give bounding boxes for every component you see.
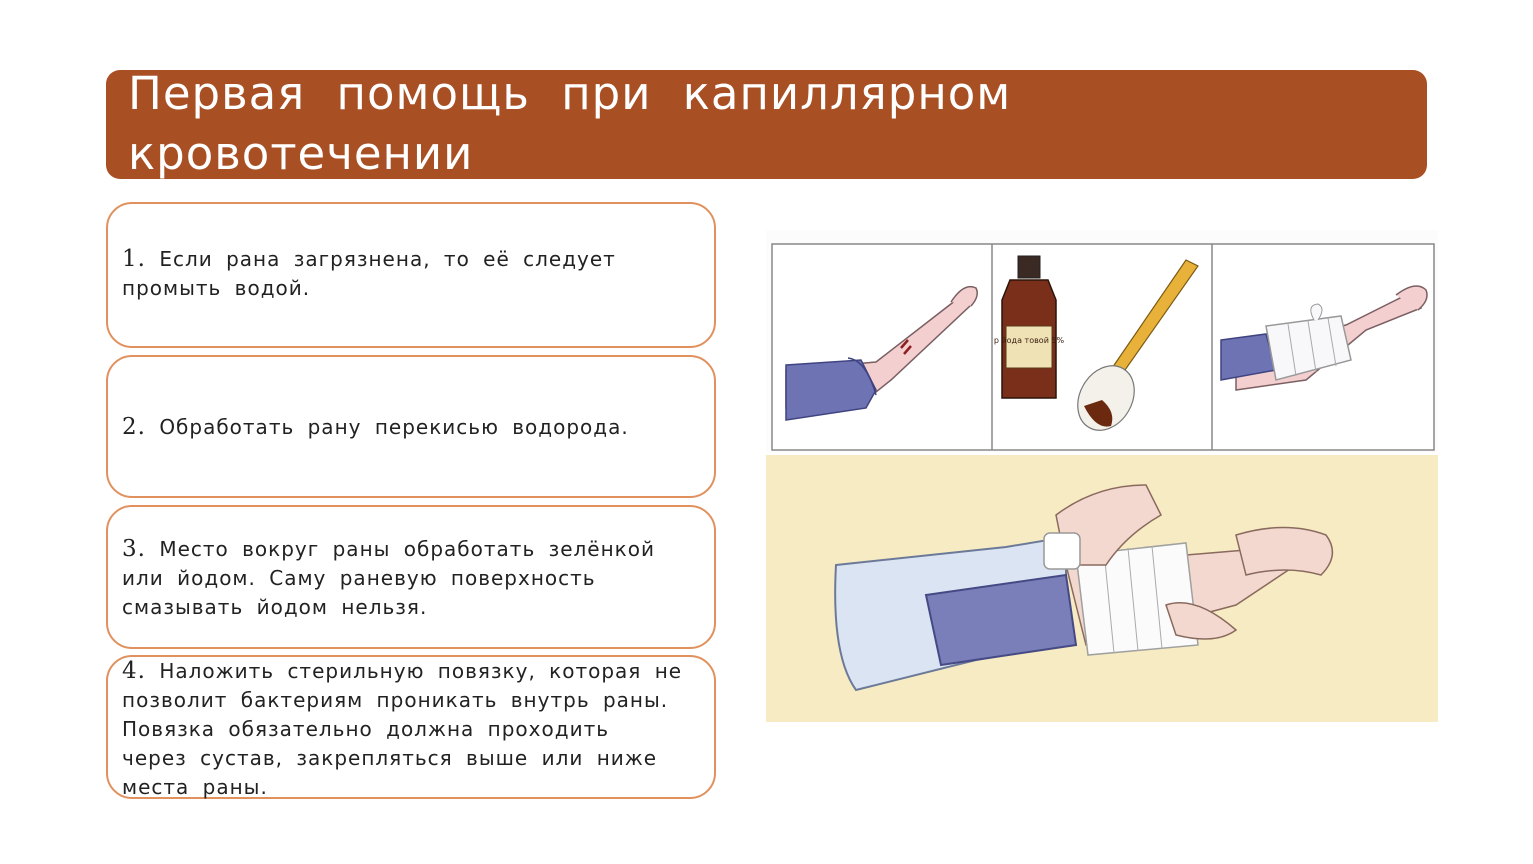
step-3-text: 3. Место вокруг раны обработать зелёнкой или йодом. Саму раневую поверхность смазывать йодом нельзя. [122, 536, 655, 619]
bottle-label: р йода товой 5% [993, 336, 1065, 345]
illustration-bottom [766, 455, 1438, 722]
slide-title: Первая помощь при капиллярном кровотечении [128, 67, 1012, 180]
step-2-box [106, 355, 716, 498]
step-4-box [106, 655, 716, 799]
step-1-box [106, 202, 716, 348]
illustration-top-svg [766, 230, 1438, 452]
step-4-text: 4. Наложить стерильную повязку, которая не позволит бактериям проникать внутрь раны. Повязка обязательно должна проходить через сустав, закрепляться выше или ниже места раны. [122, 658, 683, 799]
step-3-box [106, 505, 716, 649]
step-1-text: 1. Если рана загрязнена, то её следует промыть водой. [122, 246, 616, 300]
step-2-text: 2. Обработать рану перекисью водорода. [122, 414, 629, 440]
illustration-bottom-svg [766, 455, 1438, 722]
illustration-top [766, 230, 1438, 452]
